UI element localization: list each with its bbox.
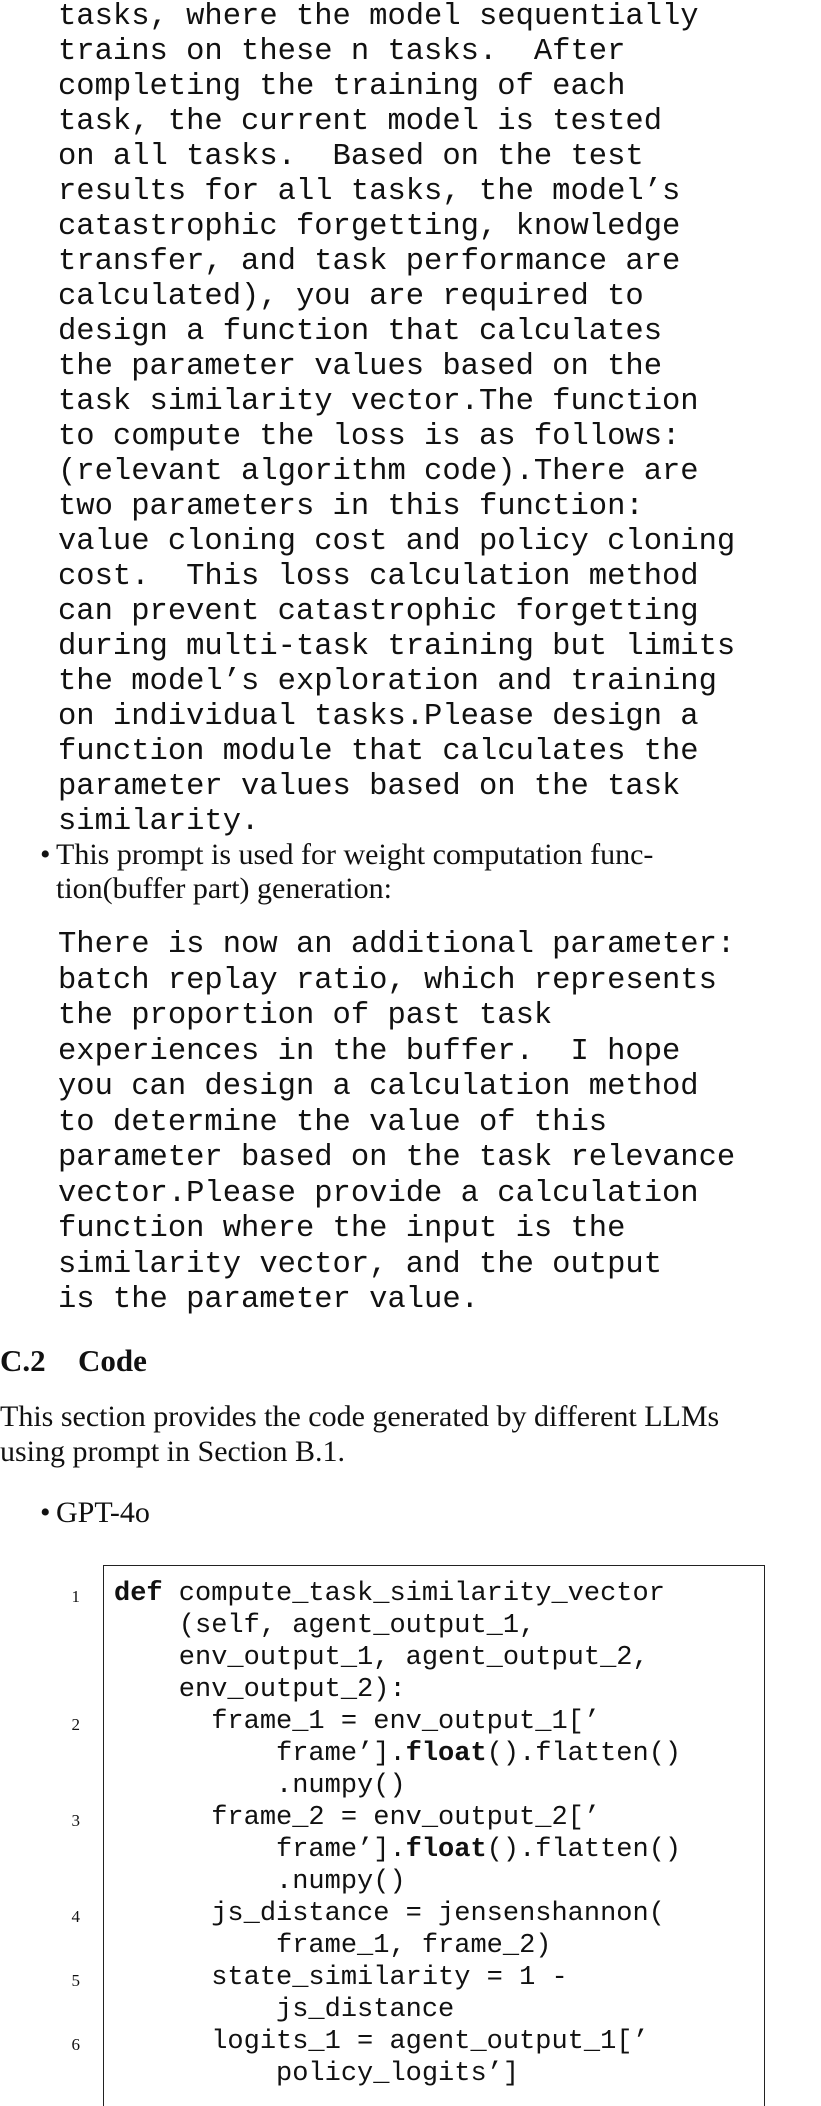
code-token: .numpy()	[114, 1867, 406, 1897]
bullet-buffer-description	[56, 838, 800, 906]
code-token: ().flatten()	[486, 1835, 682, 1865]
prompt-line: vector.Please provide a calculation	[58, 1176, 699, 1211]
section-title: Code	[78, 1343, 147, 1378]
prompt-line: task, the current model is tested	[58, 105, 662, 139]
code-token: frame’].	[114, 1739, 406, 1769]
prompt-line: calculated), you are required to	[58, 280, 644, 314]
code-line	[114, 2058, 519, 2090]
prompt-line: (relevant algorithm code).There are	[58, 455, 699, 489]
code-token: js_distance = jensenshannon(	[114, 1899, 665, 1929]
code-token: state_similarity = 1 -	[114, 1963, 568, 1993]
prompt-line: the proportion of past task	[58, 999, 553, 1033]
prompt-line: task similarity vector.The function	[58, 385, 699, 419]
line-number: 4	[71, 1907, 80, 1926]
code-token: frame_1, frame_2)	[114, 1931, 552, 1961]
prompt-line: similarity vector, and the output	[58, 1247, 662, 1282]
code-token: (self, agent_output_1,	[114, 1611, 536, 1641]
code-line	[114, 1834, 681, 1866]
prompt-line: function module that calculates the	[58, 735, 699, 769]
prompt-line: to compute the loss is as follows:	[58, 420, 681, 454]
code-token: env_output_2):	[114, 1675, 406, 1705]
line-number: 6	[71, 2035, 80, 2054]
code-token: frame_1 = env_output_1[’	[114, 1707, 601, 1737]
code-token: frame’].	[114, 1835, 406, 1865]
code-line	[114, 1738, 681, 1770]
line-number: 2	[71, 1715, 80, 1734]
section-number: C.2	[0, 1343, 46, 1378]
code-listing	[71, 1565, 765, 2106]
bullet-text-line: This prompt is used for weight computation func-	[56, 838, 654, 871]
prompt-line: There is now an additional parameter:	[58, 928, 736, 962]
bullet-text-line: tion(buffer part) generation:	[56, 872, 392, 905]
prompt-line: tasks, where the model sequentially	[58, 0, 699, 34]
code-line	[114, 1962, 568, 1994]
code-token: ().flatten()	[486, 1739, 682, 1769]
code-line	[114, 1674, 406, 1706]
code-line	[114, 2026, 649, 2058]
code-token: compute_task_similarity_vector	[162, 1579, 665, 1609]
prompt-line: parameter based on the task relevance	[58, 1141, 736, 1175]
prompt-line: trains on these n tasks. After	[58, 35, 626, 69]
prompt-line: during multi-task training but limits	[58, 630, 736, 664]
prompt-line: similarity.	[58, 805, 260, 839]
code-line	[114, 1898, 665, 1930]
prompt-line: batch replay ratio, which represents	[58, 963, 717, 998]
prompt-line: is the parameter value.	[58, 1283, 479, 1317]
prompt-line: to determine the value of this	[58, 1105, 608, 1140]
prompt-line: completing the training of each	[58, 70, 626, 104]
code-keyword: float	[405, 1739, 487, 1769]
prompt-line: catastrophic forgetting, knowledge	[58, 210, 681, 244]
prompt-line: on individual tasks.Please design a	[58, 700, 699, 734]
code-line	[114, 1642, 649, 1674]
code-line	[114, 1994, 454, 2026]
prompt-line: function where the input is the	[58, 1212, 626, 1246]
line-number: 3	[71, 1811, 80, 1830]
code-token: js_distance	[114, 1995, 455, 2025]
prompt-line: the model’s exploration and training	[58, 665, 717, 699]
code-line	[114, 1578, 665, 1610]
code-line	[114, 1866, 406, 1898]
bullet-marker: •	[40, 1496, 51, 1529]
code-line	[114, 1930, 551, 1962]
code-token: .numpy()	[114, 1771, 406, 1801]
prompt-line: parameter values based on the task	[58, 770, 681, 804]
model-label: GPT-4o	[56, 1496, 150, 1529]
prompt-line: experiences in the buffer. I hope	[58, 1034, 681, 1069]
code-line	[114, 1610, 535, 1642]
prompt-line: two parameters in this function:	[58, 490, 644, 524]
code-token: env_output_1, agent_output_2,	[114, 1643, 649, 1673]
prompt-line: you can design a calculation method	[58, 1070, 699, 1104]
section-heading	[0, 1343, 147, 1379]
prompt-line: can prevent catastrophic forgetting	[58, 595, 699, 629]
prompt-line: transfer, and task performance are	[58, 245, 681, 279]
line-number: 5	[71, 1971, 80, 1990]
prompt-line: the parameter values based on the	[58, 350, 662, 384]
buffer-prompt-text	[58, 928, 798, 1319]
code-line	[114, 1770, 406, 1802]
prompt-continuation-block	[58, 0, 798, 840]
prompt-line: results for all tasks, the model’s	[58, 175, 681, 209]
prompt-line: design a function that calculates	[58, 315, 662, 349]
code-keyword: def	[114, 1579, 163, 1609]
code-token: logits_1 = agent_output_1[’	[114, 2027, 649, 2057]
prompt-line: value cloning cost and policy cloning	[58, 525, 736, 559]
code-line	[114, 1802, 600, 1834]
code-token: policy_logits’]	[114, 2059, 520, 2089]
paragraph-line: using prompt in Section B.1.	[0, 1435, 345, 1468]
prompt-line: cost. This loss calculation method	[58, 560, 699, 594]
code-keyword: float	[405, 1835, 487, 1865]
code-token: frame_2 = env_output_2[’	[114, 1803, 601, 1833]
prompt-line: on all tasks. Based on the test	[58, 140, 644, 174]
section-paragraph	[0, 1399, 800, 1469]
paragraph-line: This section provides the code generated by different LLMs	[0, 1400, 720, 1433]
line-number: 1	[71, 1587, 80, 1606]
bullet-marker: •	[40, 838, 51, 871]
code-line	[114, 1706, 600, 1738]
